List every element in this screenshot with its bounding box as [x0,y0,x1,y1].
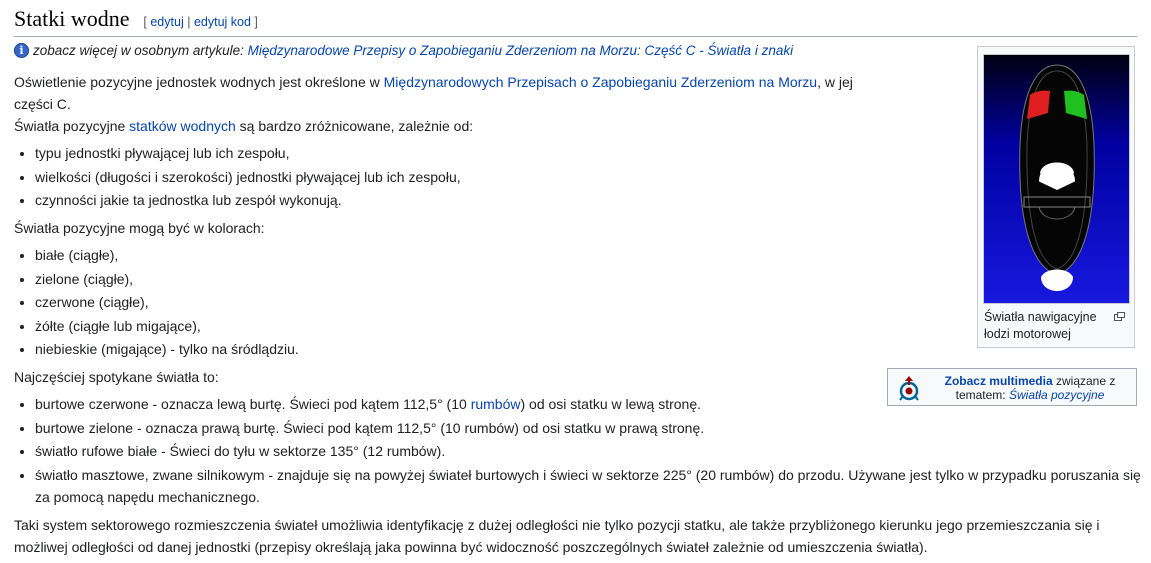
lights-list [14,393,1145,508]
boat-lights-image[interactable] [983,54,1130,304]
colregs-link[interactable]: Międzynarodowych Przepisach o Zapobieganiu Zderzeniom na Morzu [383,74,818,90]
list-item: • wielkości (długości i szerokości) jednostki pływającej lub ich zespołu, [35,166,894,188]
closing-paragraph: Taki system sektorowego rozmieszczenia świateł umożliwia identyfikację z dużej odległości nie tylko pozycji statku, ale także przybliżonego kierunku jego przemieszczania się i możliwej odległości od danej jednostki (przepisy określają jaka powinna być widoczność poszczególnych świateł zależnie od umieszczenia światła). [14,516,1100,555]
thumbnail-caption: Światła nawigacyjne łodzi motorowej [984,310,1097,341]
edit-code-link[interactable]: edytuj kod [193,15,251,29]
list-item: • niebieskie (migające) - tylko na śródlądziu. [35,338,894,360]
list-item: • białe (ciągłe), [35,244,894,266]
intro-text-2: Światła pozycyjne [14,118,130,134]
list-item: • typu jednostki pływającej lub ich zespołu, [35,142,894,164]
red-light-text-end: ) od osi statku w lewą stronę. [520,396,702,412]
list-item: • czerwone (ciągłe), [35,291,894,313]
edit-bracket-close: ] [254,15,258,29]
hatnote-link[interactable]: Międzynarodowe Przepisy o Zapobieganiu Zderzeniom na Morzu: Część C - Światła i znaki [247,43,794,58]
list-item: • światło masztowe, zwane silnikowym - znajduje się na powyżej świateł burtowych i świeci w sektorze 225° (20 rumbów) do przodu. Używane jest tylko w przypadku poruszania się za pomocą napędu mechanicznego. [35,464,1145,508]
section-title: Statki wodne [14,6,130,31]
commons-logo[interactable] [897,374,921,402]
magnify-icon[interactable] [1114,312,1125,321]
edit-link[interactable]: edytuj [150,15,184,29]
list-item: • żółte (ciągłe lub migające), [35,315,894,337]
info-icon: i [14,43,29,58]
intro-text-2-end: są bardzo zróżnicowane, zależnie od: [235,118,474,134]
hatnote [14,43,793,58]
list-item: • światło rufowe białe - Świeci do tyłu w sektorze 135° (12 rumbów). [35,440,1145,462]
thumbnail-box [977,46,1135,348]
commons-text [932,374,1128,402]
list-item: • burtowe zielone - oznacza prawą burtę. Świeci pod kątem 112,5° (10 rumbów) od osi statku w prawą stronę. [35,417,1145,439]
ships-link[interactable]: statków wodnych [129,118,236,134]
intro-text-1: Oświetlenie pozycyjne jednostek wodnych jest określone w [14,74,384,90]
boat-lights-illustration [984,55,1130,304]
hatnote-prefix: zobacz więcej w osobnym artykule: [33,43,248,58]
list-item: • czynności jakie ta jednostka lub zespół wykonują. [35,189,894,211]
list-item: • zielone (ciągłe), [35,268,894,290]
common-intro: Najczęściej spotykane światła to: [14,369,219,385]
depends-list [14,142,894,211]
red-light-text: burtowe czerwone - oznacza lewą burtę. Świeci pod kątem 112,5° (10 [35,396,471,412]
edit-separator: | [187,15,191,29]
edit-bracket-open: [ [143,15,147,29]
intro-paragraph [14,71,894,137]
commons-category-link[interactable]: Światła pozycyjne [1008,388,1105,402]
commons-box [887,368,1137,406]
intro-text-1-end: , w jej części C. [14,74,853,112]
commons-middle-text: związane z tematem: [955,374,1119,402]
colors-list [14,244,894,360]
edit-section-links [143,15,258,29]
commons-bold-link[interactable]: Zobacz multimedia [944,374,1053,388]
colors-intro: Światła pozycyjne mogą być w kolorach: [14,220,265,236]
rumb-link[interactable]: rumbów [470,396,521,412]
section-heading [14,6,1137,37]
